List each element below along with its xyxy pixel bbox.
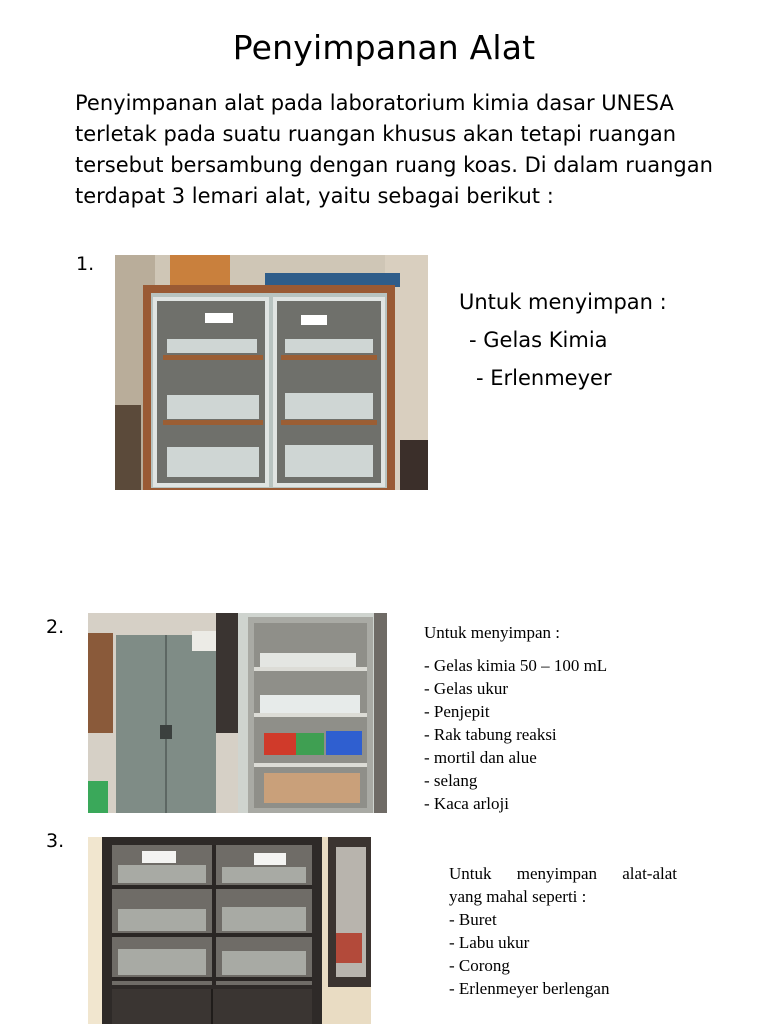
list-item: - Erlenmeyer <box>476 366 612 390</box>
section-3-heading-line1: Untuk menyimpan alat-alat <box>449 864 677 883</box>
section-1-number: 1. <box>76 253 95 275</box>
list-item: - Kaca arloji <box>424 794 509 813</box>
dark-glass-cabinet-photo <box>88 837 371 1024</box>
list-item: - Labu ukur <box>449 933 530 952</box>
section-3-number: 3. <box>46 830 65 852</box>
list-item: - mortil dan alue <box>424 748 537 767</box>
intro-paragraph: Penyimpanan alat pada laboratorium kimia dasar UNESA terletak pada suatu ruangan khusus akan tetapi ruangan tersebut bersambung dengan ruang koas. Di dalam ruangan terdapat 3 lemari alat, yaitu sebagai berikut : <box>75 91 713 208</box>
section-1-heading: Untuk menyimpan : <box>459 290 667 314</box>
list-item: - Penjepit <box>424 702 490 721</box>
page-title: Penyimpanan Alat <box>232 28 536 67</box>
list-item: - Gelas ukur <box>424 679 509 698</box>
list-item: - Rak tabung reaksi <box>424 725 557 744</box>
steel-and-open-cabinet-photo <box>88 613 387 813</box>
list-item: - Buret <box>449 910 497 929</box>
list-item: - Corong <box>449 956 510 975</box>
list-item: - Gelas Kimia <box>469 328 608 352</box>
section-1-list <box>459 283 667 397</box>
section-3-list <box>449 862 677 1000</box>
glass-cabinet-photo <box>115 255 428 490</box>
section-3-heading-line2: yang mahal seperti : <box>449 887 587 906</box>
list-item: - Erlenmeyer berlengan <box>449 979 610 998</box>
list-item: - Gelas kimia 50 – 100 mL <box>424 656 608 675</box>
section-2-number: 2. <box>46 616 65 638</box>
list-item: - selang <box>424 771 478 790</box>
section-2-list <box>424 621 607 815</box>
section-2-heading: Untuk menyimpan : <box>424 623 560 642</box>
